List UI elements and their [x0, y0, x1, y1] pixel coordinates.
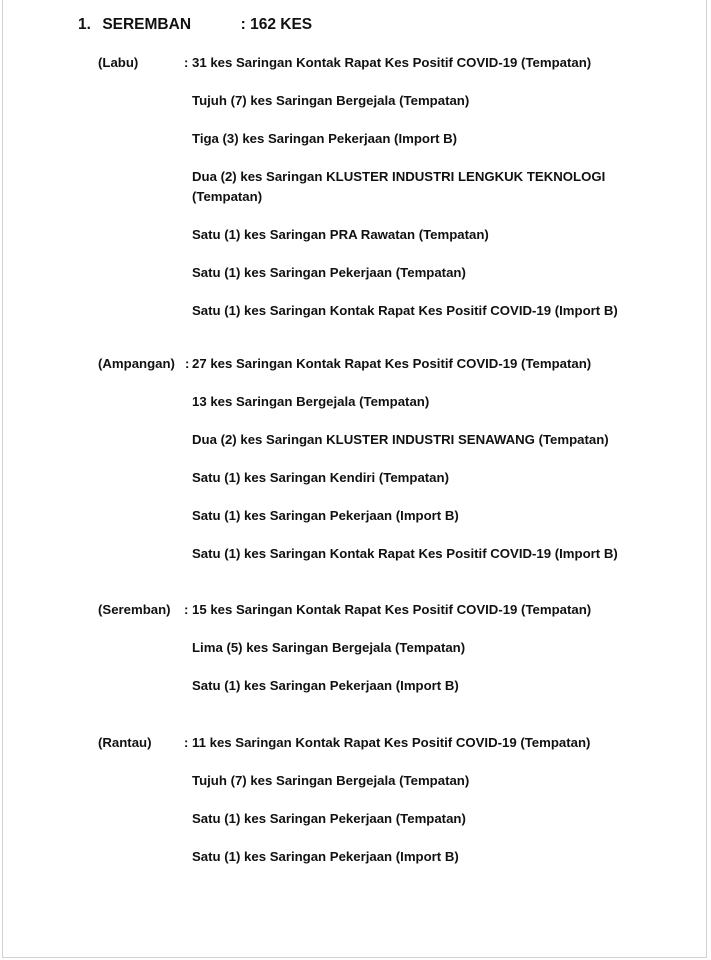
list-item [98, 301, 698, 339]
case-text: 11 kes Saringan Kontak Rapat Kes Positif COVID-19 (Tempatan) [192, 735, 591, 750]
list-item [98, 600, 698, 638]
list-item [98, 430, 698, 468]
case-text: Satu (1) kes Saringan Kontak Rapat Kes Positif COVID-19 (Import B) [192, 303, 618, 318]
list-item [98, 676, 698, 714]
heading-total: : 162 KES [240, 16, 313, 33]
list-item [98, 91, 698, 129]
case-text: Satu (1) kes Saringan Pekerjaan (Import B) [192, 508, 459, 523]
list-item [98, 392, 698, 430]
list-item [98, 733, 698, 771]
case-text: 31 kes Saringan Kontak Rapat Kes Positif COVID-19 (Tempatan) [192, 55, 592, 70]
case-text: Satu (1) kes Saringan Kontak Rapat Kes Positif COVID-19 (Import B) [192, 546, 618, 561]
section-labu [98, 53, 698, 339]
case-text: Satu (1) kes Saringan Pekerjaan (Import B) [192, 849, 459, 864]
area-label: (Rantau) [98, 735, 152, 750]
case-text: 15 kes Saringan Kontak Rapat Kes Positif COVID-19 (Tempatan) [192, 602, 592, 617]
list-item [98, 771, 698, 809]
section-ampangan [98, 354, 698, 582]
list-item [98, 167, 698, 225]
section-rantau [98, 733, 698, 885]
area-label: (Seremban) [98, 602, 171, 617]
case-text: Tiga (3) kes Saringan Pekerjaan (Import B) [192, 131, 458, 146]
case-text: Satu (1) kes Saringan PRA Rawatan (Tempatan) [192, 227, 489, 242]
colon: : [184, 55, 189, 70]
case-text: Dua (2) kes Saringan KLUSTER INDUSTRI SENAWANG (Tempatan) [192, 432, 609, 447]
list-item [98, 263, 698, 301]
case-text: Tujuh (7) kes Saringan Bergejala (Tempatan) [192, 93, 470, 108]
case-text: Satu (1) kes Saringan Pekerjaan (Tempatan) [192, 811, 466, 826]
case-text: Dua (2) kes Saringan KLUSTER INDUSTRI LENGKUK TEKNOLOGI (Tempatan) [192, 169, 606, 204]
list-item [98, 847, 698, 885]
district-heading [78, 16, 312, 34]
case-text: Satu (1) kes Saringan Pekerjaan (Tempatan) [192, 265, 466, 280]
list-item [98, 354, 698, 392]
list-item [98, 809, 698, 847]
list-item [98, 506, 698, 544]
case-text: Tujuh (7) kes Saringan Bergejala (Tempatan) [192, 773, 470, 788]
list-item [98, 638, 698, 676]
colon: : [184, 735, 189, 750]
case-text: 27 kes Saringan Kontak Rapat Kes Positif COVID-19 (Tempatan) [192, 356, 592, 371]
list-item [98, 544, 698, 582]
case-text: Satu (1) kes Saringan Kendiri (Tempatan) [192, 470, 449, 485]
list-item [98, 225, 698, 263]
case-text: Satu (1) kes Saringan Pekerjaan (Import B) [192, 678, 459, 693]
list-item [98, 129, 698, 167]
heading-district: SEREMBAN [102, 16, 192, 33]
section-seremban [98, 600, 698, 714]
case-text: 13 kes Saringan Bergejala (Tempatan) [192, 394, 430, 409]
list-item [98, 53, 698, 91]
heading-number: 1. [78, 16, 91, 33]
colon: : [185, 356, 190, 371]
case-text: Lima (5) kes Saringan Bergejala (Tempatan) [192, 640, 466, 655]
list-item [98, 468, 698, 506]
area-label: (Labu) [98, 55, 139, 70]
colon: : [184, 602, 189, 617]
area-label: (Ampangan) [98, 356, 175, 371]
